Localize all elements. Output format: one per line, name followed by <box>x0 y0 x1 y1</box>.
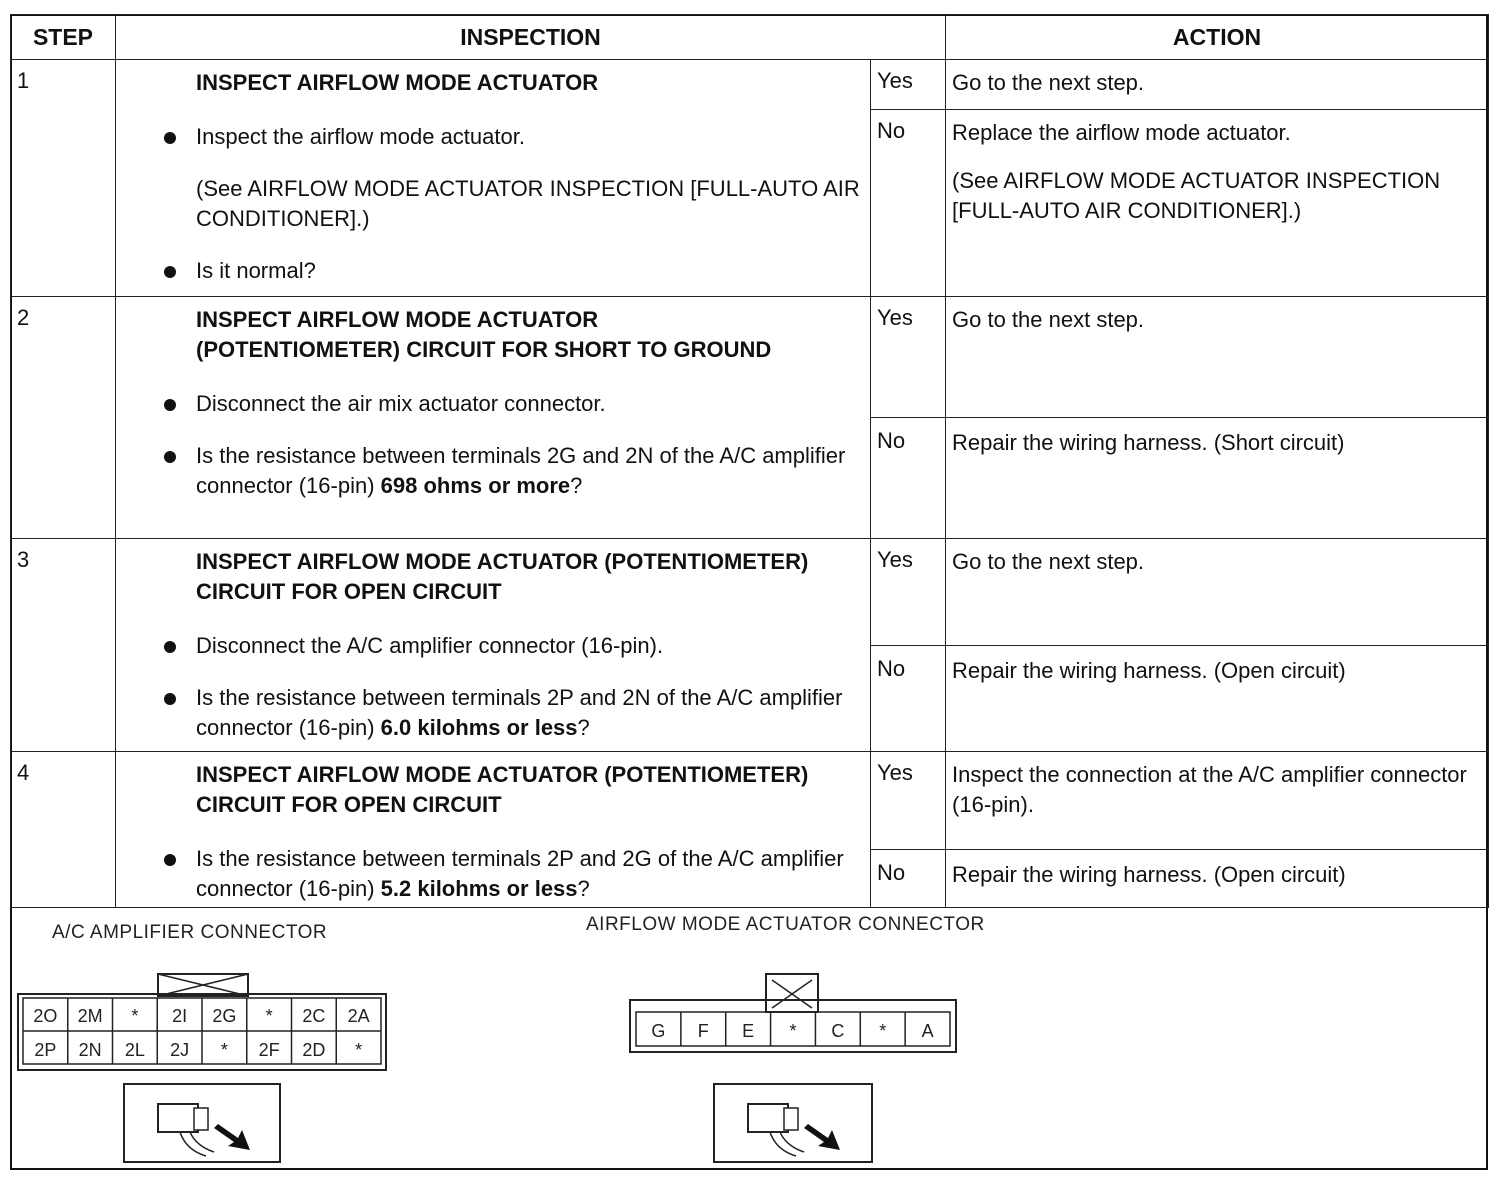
connector-diagrams <box>10 906 1488 1170</box>
amplifier-pin-2-3: 2L <box>124 1040 145 1060</box>
actuator-pin-1: G <box>651 1021 666 1041</box>
table-row <box>11 752 1489 850</box>
amplifier-pin-2-4: 2J <box>170 1040 190 1060</box>
step-title: INSPECT AIRFLOW MODE ACTUATOR (POTENTIOMETER) CIRCUIT FOR SHORT TO GROUND <box>196 307 772 362</box>
amplifier-pin-1-2: 2M <box>77 1006 103 1026</box>
table-row <box>11 539 1489 646</box>
amplifier-pin-2-7: 2D <box>302 1040 326 1060</box>
step-number: 3 <box>11 539 116 752</box>
bullet-text: Inspect the airflow mode actuator. <box>196 124 525 149</box>
reference-note: (See AIRFLOW MODE ACTUATOR INSPECTION [FULL-AUTO AIR CONDITIONER].) <box>196 176 860 231</box>
step-number: 1 <box>11 60 116 297</box>
yes-action: Go to the next step. <box>946 60 1489 110</box>
no-label: No <box>871 418 946 539</box>
bullet-text: Is it normal? <box>196 258 316 283</box>
bullet-item <box>196 256 860 286</box>
header-action: ACTION <box>946 15 1489 60</box>
step-number: 4 <box>11 752 116 908</box>
actuator-pin-7: A <box>921 1021 934 1041</box>
amplifier-pin-1-7: 2C <box>302 1006 326 1026</box>
bullet-text: Is the resistance between terminals 2G and 2N of the A/C amplifier connector (16-pin) <box>196 443 846 498</box>
connector-drawing <box>10 906 1488 1170</box>
harness-view-icon <box>124 1084 280 1162</box>
no-action-cell <box>946 110 1489 297</box>
table-row <box>11 297 1489 418</box>
yes-label: Yes <box>871 297 946 418</box>
amplifier-pin-1-5: 2G <box>212 1006 237 1026</box>
yes-label: Yes <box>871 60 946 110</box>
table-row <box>11 60 1489 110</box>
amplifier-pin-1-4: 2I <box>172 1006 188 1026</box>
inspection-cell <box>116 297 871 539</box>
no-action: Repair the wiring harness. (Open circuit) <box>946 850 1489 908</box>
actuator-pin-2: F <box>697 1021 709 1041</box>
inspection-cell <box>116 752 871 908</box>
bullet-text-end: ? <box>570 473 583 498</box>
harness-view-icon <box>714 1084 872 1162</box>
inspection-cell <box>116 539 871 752</box>
bullet-icon <box>164 399 176 411</box>
bullet-icon <box>164 451 176 463</box>
step-title: INSPECT AIRFLOW MODE ACTUATOR (POTENTIOMETER) CIRCUIT FOR OPEN CIRCUIT <box>196 549 809 604</box>
bullet-text: Is the resistance between terminals 2P and 2N of the A/C amplifier connector (16-pin) <box>196 685 843 740</box>
bullet-text: Disconnect the A/C amplifier connector (16-pin). <box>196 633 664 658</box>
amplifier-connector-label: A/C AMPLIFIER CONNECTOR <box>52 922 328 943</box>
amplifier-pin-2-6: 2F <box>258 1040 280 1060</box>
actuator-connector-diagram <box>630 974 956 1052</box>
bullet-item <box>196 683 846 743</box>
threshold-value: 698 ohms or more <box>380 473 571 498</box>
no-action: Replace the airflow mode actuator. <box>952 120 1291 145</box>
amplifier-pin-1-6: * <box>265 1006 273 1026</box>
bullet-icon <box>164 641 176 653</box>
header-step: STEP <box>11 15 116 60</box>
bullet-item <box>196 844 846 904</box>
actuator-pin-6: * <box>879 1021 887 1041</box>
no-label: No <box>871 646 946 752</box>
no-action: Repair the wiring harness. (Short circuit) <box>946 418 1489 539</box>
amplifier-connector-diagram <box>18 974 386 1070</box>
amplifier-pin-2-8: * <box>355 1040 363 1060</box>
amplifier-pin-1-8: 2A <box>347 1006 370 1026</box>
bullet-icon <box>164 693 176 705</box>
actuator-pin-4: * <box>789 1021 797 1041</box>
bullet-text-end: ? <box>577 876 590 901</box>
yes-action: Inspect the connection at the A/C amplifier connector (16-pin). <box>946 752 1489 850</box>
bullet-item <box>196 389 860 419</box>
threshold-value: 5.2 kilohms or less <box>380 876 578 901</box>
actuator-pin-5: C <box>831 1021 845 1041</box>
bullet-item <box>196 122 860 152</box>
step-title: INSPECT AIRFLOW MODE ACTUATOR (POTENTIOMETER) CIRCUIT FOR OPEN CIRCUIT <box>196 762 809 817</box>
no-action: Repair the wiring harness. (Open circuit) <box>946 646 1489 752</box>
bullet-item <box>196 631 860 661</box>
step-number: 2 <box>11 297 116 539</box>
actuator-pin-3: E <box>742 1021 755 1041</box>
bullet-icon <box>164 854 176 866</box>
bullet-text-end: ? <box>577 715 590 740</box>
inspection-table <box>10 14 1489 908</box>
bullet-item <box>196 441 846 501</box>
yes-label: Yes <box>871 752 946 850</box>
bullet-icon <box>164 266 176 278</box>
bullet-text: Is the resistance between terminals 2P and 2G of the A/C amplifier connector (16-pin) <box>196 846 844 901</box>
step-title: INSPECT AIRFLOW MODE ACTUATOR <box>196 70 599 95</box>
table-header-row <box>11 15 1489 60</box>
bullet-icon <box>164 132 176 144</box>
amplifier-pin-1-3: * <box>131 1006 139 1026</box>
inspection-cell <box>116 60 871 297</box>
amplifier-pin-2-2: 2N <box>78 1040 102 1060</box>
no-label: No <box>871 110 946 297</box>
no-label: No <box>871 850 946 908</box>
bullet-text: Disconnect the air mix actuator connector. <box>196 391 606 416</box>
no-action-note: (See AIRFLOW MODE ACTUATOR INSPECTION [FULL-AUTO AIR CONDITIONER].) <box>952 168 1441 223</box>
header-inspection: INSPECTION <box>116 15 946 60</box>
actuator-connector-label: AIRFLOW MODE ACTUATOR CONNECTOR <box>586 914 985 935</box>
threshold-value: 6.0 kilohms or less <box>380 715 578 740</box>
amplifier-pin-2-5: * <box>220 1040 228 1060</box>
amplifier-pin-2-1: 2P <box>34 1040 57 1060</box>
yes-action: Go to the next step. <box>946 539 1489 646</box>
yes-action: Go to the next step. <box>946 297 1489 418</box>
yes-label: Yes <box>871 539 946 646</box>
amplifier-pin-1-1: 2O <box>33 1006 58 1026</box>
